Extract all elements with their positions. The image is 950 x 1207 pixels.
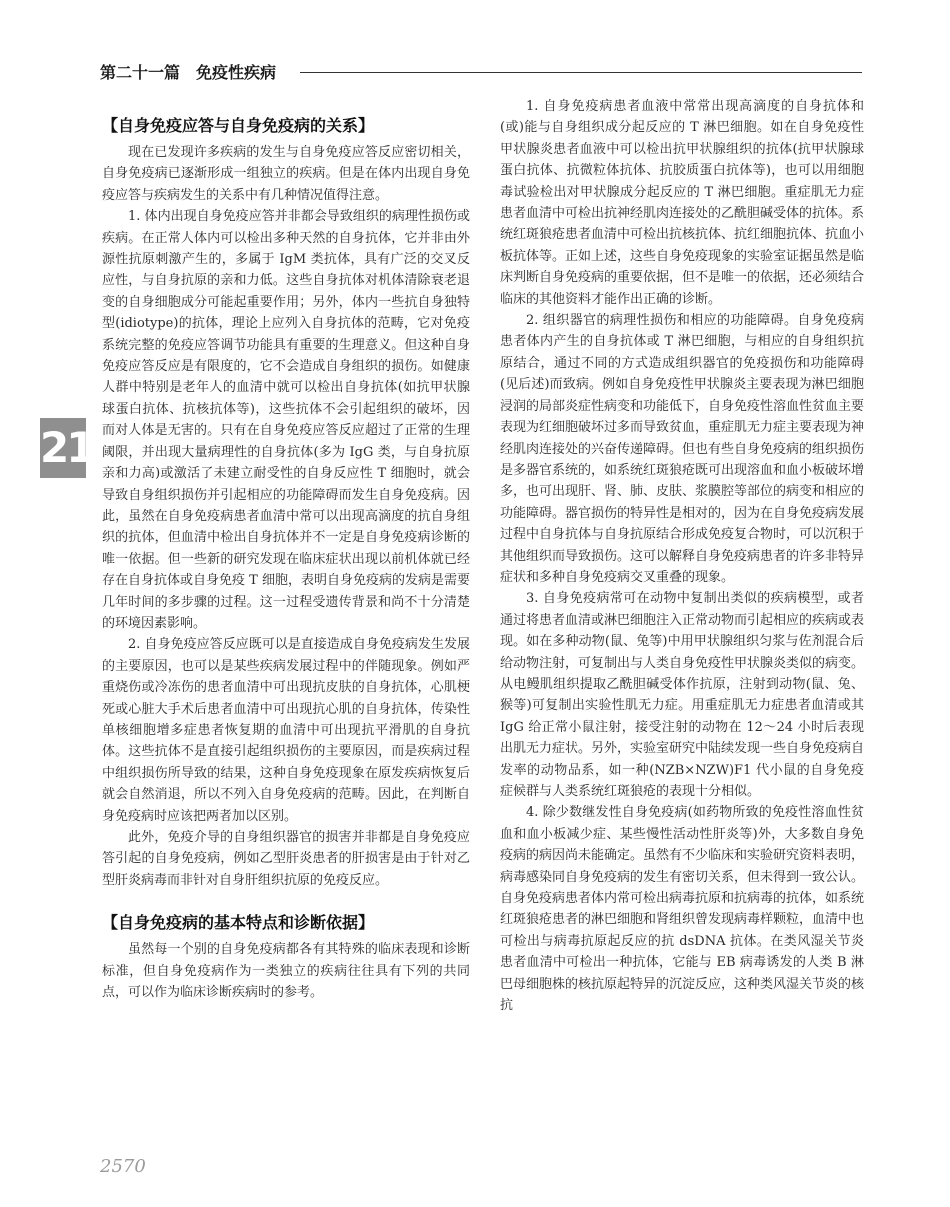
paragraph: 4. 除少数继发性自身免疫病(如药物所致的免疫性溶血性贫血和血小板减少症、某些慢性活动性肝炎等)外，大多数自身免疫病的病因尚未能确定。虽然有不少临床和实验研究资料表明，病毒感染同自身免疫病的发生有密切关系，但未得到一致公认。自身免疫病患者体内常可检出病毒抗原和抗病毒的抗体，如系统红斑狼疮患者的淋巴细胞和肾组织曾发现病毒样颗粒，血清中也可检出与病毒抗原起反应的抗 dsDNA 抗体。在类风湿关节炎患者血清中可检出一种抗体，它能与 EB 病毒诱发的人类 B 淋巴母细胞株的核抗原起特异的沉淀反应，这种类风湿关节炎的核抗	[500, 805, 865, 1014]
page-number: 2570	[100, 1156, 146, 1177]
paragraph: 2. 组织器官的病理性损伤和相应的功能障碍。自身免疫病患者体内产生的自身抗体或 T 淋巴细胞，与相应的自身组织抗原结合，通过不同的方式造成组织器官的免疫损伤和功能障碍(见后述)而致病。例如自身免疫性甲状腺炎主要表现为淋巴细胞浸润的局部炎症性病变和功能低下，自身免疫性溶血性贫血主要表现为红细胞破坏过多而导致贫血，重症肌无力症主要表现为神经肌肉连接处的兴奋传递障碍。但也有些自身免疫病的组织损伤是多器官系统的，如系统红斑狼疮既可出现溶血和血小板破坏增多，也可出现肝、肾、肺、皮肤、浆膜腔等部位的病变和相应的功能障碍。器官损伤的特异性是相对的，因为在自身免疫病发展过程中自身抗体与自身抗原结合形成免疫复合物时，可以沉积于其他组织而导致损伤。这可以解释自身免疫病患者的许多非特异症状和多种自身免疫病交叉重叠的现象。	[500, 313, 865, 585]
right-column	[500, 88, 864, 1016]
section-heading: 【自身免疫应答与自身免疫病的关系】	[102, 116, 375, 135]
section-heading: 【自身免疫病的基本特点和诊断依据】	[102, 913, 375, 933]
paragraph: 1. 自身免疫病患者血液中常常出现高滴度的自身抗体和(或)能与自身组织成分起反应的 T 淋巴细胞。如在自身免疫性甲状腺炎患者血液中可以检出抗甲状腺组织的抗体(抗甲状腺球蛋白抗体、抗微粒体抗体、抗胶质蛋白抗体等)，也可以用细胞毒试验检出对甲状腺成分起反应的 T 淋巴细胞。重症肌无力症患者血清中可检出抗神经肌肉连接处的乙酰胆碱受体的抗体。系统红斑狼疮患者血清中可检出抗核抗体、抗红细胞抗体、抗血小板抗体等。正如上述，这些自身免疫现象的实验室证据虽然是临床判断自身免疫病的重要依据，但不是唯一的依据，还必须结合临床的其他资料才能作出正确的诊断。	[500, 99, 865, 307]
chapter-tab: 21	[40, 418, 86, 478]
header-rule	[300, 72, 862, 73]
running-header	[100, 62, 862, 88]
paragraph: 此外，免疫介导的自身组织器官的损害并非都是自身免疫应答引起的自身免疫病，例如乙型肝炎患者的肝损害是由于针对乙型肝炎病毒而非针对自身肝组织抗原的免疫反应。	[102, 830, 470, 888]
paragraph: 虽然每一个别的自身免疫病都各有其特殊的临床表现和诊断标准，但自身免疫病作为一类独立的疾病往往具有下列的共同点，可以作为临床诊断疾病时的参考。	[102, 942, 470, 1001]
left-column	[102, 88, 470, 1003]
running-header-title: 第二十一篇 免疫性疾病	[100, 63, 277, 82]
paragraph: 现在已发现许多疾病的发生与自身免疫应答反应密切相关，自身免疫病已逐渐形成一组独立的疾病。但是在体内出现自身免疫应答与疾病发生的关系中有几种情况值得注意。	[102, 145, 470, 203]
paragraph: 2. 自身免疫应答反应既可以是直接造成自身免疫病发生发展的主要原因，也可以是某些疾病发展过程中的伴随现象。例如严重烧伤或冷冻伤的患者血清中可出现抗皮肤的自身抗体，心肌梗死或心脏大手术后患者血清中可出现抗心肌的自身抗体，传染性单核细胞增多症患者恢复期的血清中可出现抗平滑肌的自身抗体。这些抗体不是直接引起组织损伤的主要原因，而是疾病过程中组织损伤所导致的结果，这种自身免疫现象在原发疾病恢复后就会自然消退，所以不列入自身免疫病的范畴。因此，在判断自身免疫病时应该把两者加以区别。	[102, 637, 470, 824]
paragraph: 3. 自身免疫病常可在动物中复制出类似的疾病模型，或者通过将患者血清或淋巴细胞注入正常动物而引起相应的疾病或表现。如在多种动物(鼠、兔等)中用甲状腺组织匀浆与佐剂混合后给动物注射，可复制出与人类自身免疫性甲状腺炎类似的病变。从电鳗肌组织提取乙酰胆碱受体作抗原，注射到动物(鼠、兔、猴等)可复制出实验性肌无力症。用重症肌无力症患者血清或其 IgG 给正常小鼠注射，接受注射的动物在 12～24 小时后表现出肌无力症状。另外，实验室研究中陆续发现一些自身免疫病自发率的动物品系，如一种(NZB×NZW)F1 代小鼠的自身免疫症候群与人类系统红斑狼疮的表现十分相似。	[500, 591, 865, 799]
paragraph: 1. 体内出现自身免疫应答并非都会导致组织的病理性损伤或疾病。在正常人体内可以检出多种天然的自身抗体，它并非由外源性抗原刺激产生的，多属于 IgM 类抗体，具有广泛的交叉反应性，与自身抗原的亲和力低。这些自身抗体对机体清除衰老退变的自身细胞成分可能起重要作用；另外，体内一些抗自身独特型(idiotype)的抗体，理论上应列入自身抗体的范畴，它对免疫系统完整的免疫应答调节功能具有重要的生理意义。但这种自身免疫应答反应是有限度的，它不会造成自身组织的损伤。如健康人群中特别是老年人的血清中就可以检出自身抗体(如抗甲状腺球蛋白抗体、抗核抗体等)，这些抗体不会引起组织的破坏，因而对人体是无害的。只有在自身免疫应答反应超过了正常的生理阈限，并出现大量病理性的自身抗体(多为 IgG 类，与自身抗原亲和力高)或激活了未建立耐受性的自身反应性 T 细胞时，就会导致自身组织损伤并引起相应的功能障碍而发生自身免疫病。因此，虽然在自身免疫病患者血清中常可以出现高滴度的抗自身组织的抗体，但血清中检出自身抗体并不一定是自身免疫病诊断的唯一依据。但一些新的研究发现在临床症状出现以前机体就已经存在自身抗体或自身免疫 T 细胞，表明自身免疫病的发病是需要几年时间的多步骤的过程。这一过程受遗传背景和尚不十分清楚的环境因素影响。	[102, 209, 470, 631]
